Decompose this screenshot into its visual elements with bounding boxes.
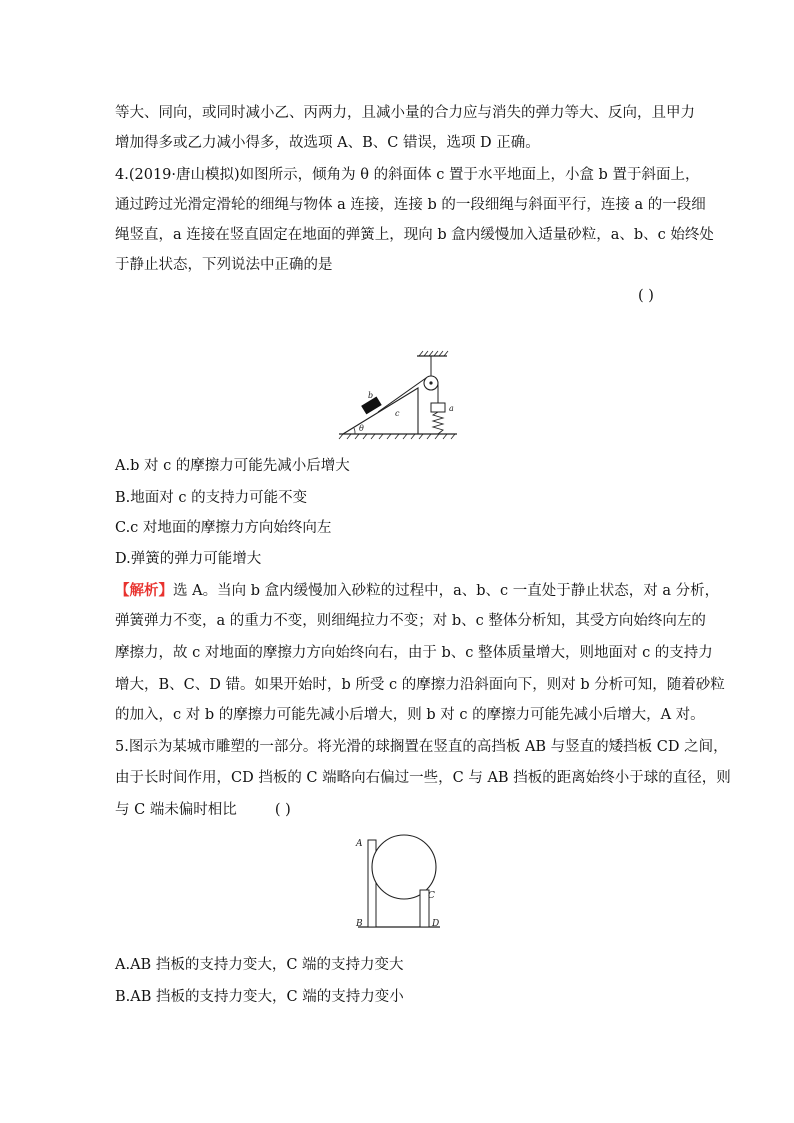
spring xyxy=(433,412,443,434)
block-a xyxy=(431,403,445,412)
q5-option-b: B.AB 挡板的支持力变大，C 端的支持力变小 xyxy=(115,989,404,1005)
q4-analysis-line-5: 的加入，c 对 b 的摩擦力可能先减小后增大，则 b 对 c 的摩擦力可能先减小后增大，A 对。 xyxy=(115,707,705,723)
q4-stem-line-4: 于静止状态，下列说法中正确的是 xyxy=(115,257,333,273)
label-c: c xyxy=(395,409,400,418)
q5-last-line: 与 C 端未偏时相比 xyxy=(115,802,237,818)
q4-analysis-line-4: 增大，B、C、D 错。如果开始时，b 所受 c 的摩擦力沿斜面向下，则对 b 分析可知，随着砂粒 xyxy=(115,677,725,693)
analysis-first: 选 A。当向 b 盒内缓慢加入砂粒的过程中，a、b、c 一直处于静止状态，对 a 分析， xyxy=(173,583,720,599)
q5-option-a: A.AB 挡板的支持力变大，C 端的支持力变大 xyxy=(115,957,404,973)
q4-answer-paren: ( ) xyxy=(638,288,654,304)
intro-line-2: 增加得多或乙力减小得多，故选项 A、B、C 错误，选项 D 正确。 xyxy=(115,135,540,151)
q5-stem-line-2: 由于长时间作用，CD 挡板的 C 端略向右偏过一些，C 与 AB 挡板的距离始终小于球的直径，则 xyxy=(115,770,731,786)
q5-answer-paren: ( ) xyxy=(274,802,291,818)
q5-stem-line-3 xyxy=(115,800,291,820)
q4-option-d: D.弹簧的弹力可能增大 xyxy=(115,551,262,567)
q5-stem-line-1: 5.图示为某城市雕塑的一部分。将光滑的球搁置在竖直的高挡板 AB 与竖直的矮挡板 CD 之间， xyxy=(115,739,728,755)
q4-stem-line-1: 4.(2019·唐山模拟)如图所示，倾角为 θ 的斜面体 c 置于水平地面上，小盒 b 置于斜面上， xyxy=(115,167,700,183)
q4-analysis-line-3: 摩擦力，故 c 对地面的摩擦力方向始终向右，由于 b、c 整体质量增大，则地面对 c 的支持力 xyxy=(115,645,713,661)
q4-option-a: A.b 对 c 的摩擦力可能先减小后增大 xyxy=(115,458,350,474)
q5-ball-figure xyxy=(352,832,444,932)
ball xyxy=(372,835,436,899)
label-C: C xyxy=(428,891,435,901)
intro-line-1: 等大、同向，或同时减小乙、丙两力，且减小量的合力应与消失的弹力等大、反向，且甲力 xyxy=(115,105,695,121)
label-b: b xyxy=(368,391,374,400)
q4-option-b: B.地面对 c 的支持力可能不变 xyxy=(115,490,308,506)
q4-stem-line-2: 通过跨过光滑定滑轮的细绳与物体 a 连接，连接 b 的一段细绳与斜面平行，连接 a 的一段细 xyxy=(115,197,706,213)
label-A: A xyxy=(356,839,363,849)
q4-incline-figure xyxy=(335,348,465,440)
analysis-tag: 【解析】 xyxy=(115,582,173,599)
q4-stem-line-3: 绳竖直，a 连接在竖直固定在地面的弹簧上，现向 b 盒内缓慢加入适量砂粒，a、b、c 始终处 xyxy=(115,227,714,243)
q4-analysis-line-1 xyxy=(115,581,719,601)
q4-option-c: C.c 对地面的摩擦力方向始终向左 xyxy=(115,520,332,536)
q4-analysis-line-2: 弹簧弹力不变，a 的重力不变，则细绳拉力不变；对 b、c 整体分析知，其受方向始终向左的 xyxy=(115,613,706,629)
incline-c xyxy=(343,388,418,434)
label-B: B xyxy=(356,919,363,929)
label-D: D xyxy=(432,919,440,929)
label-theta: θ xyxy=(359,424,364,433)
label-a: a xyxy=(449,404,454,413)
